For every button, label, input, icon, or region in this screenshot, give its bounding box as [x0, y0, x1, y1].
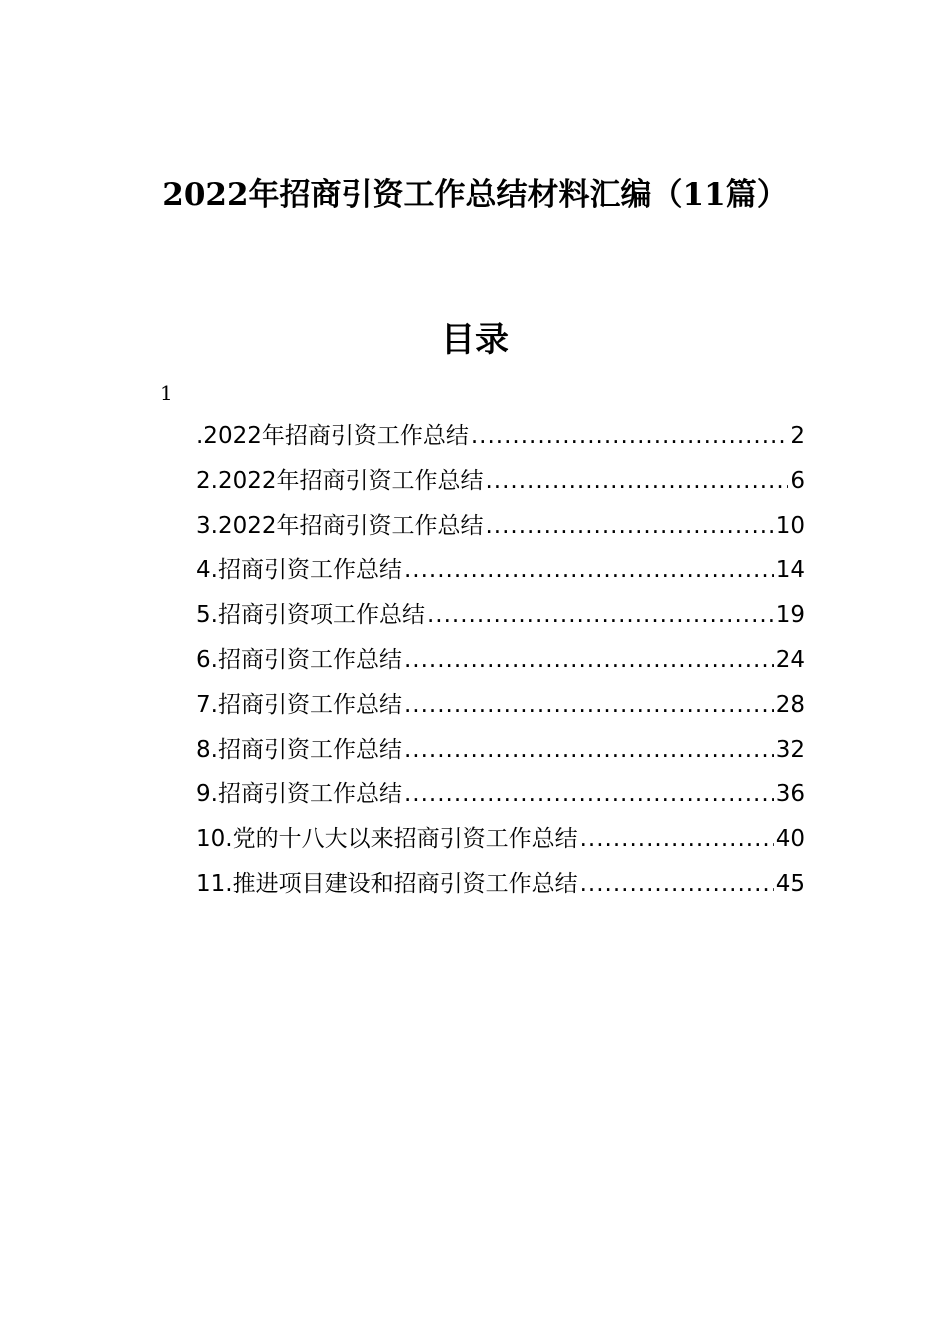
toc-entry-4[interactable] — [196, 548, 805, 593]
toc-entry-label: .2022年招商引资工作总结 — [196, 423, 469, 449]
toc-entry-page: 19 — [775, 602, 805, 629]
toc-entry-label: 8.招商引资工作总结 — [196, 736, 402, 763]
toc-entry-2[interactable] — [196, 459, 805, 504]
toc-entry-6[interactable] — [196, 638, 805, 683]
toc-entry-page: 14 — [775, 557, 805, 584]
toc-entry-label: 11.推进项目建设和招商引资工作总结 — [196, 870, 578, 897]
toc-leader-dots — [427, 593, 774, 638]
toc-entry-page: 10 — [775, 512, 805, 539]
toc-leader-dots — [485, 504, 773, 549]
toc-leader-dots — [580, 817, 774, 862]
toc-entry-page: 6 — [790, 467, 805, 494]
toc-entry-label: 4.招商引资工作总结 — [196, 557, 402, 584]
toc-entry-label: 3.2022年招商引资工作总结 — [196, 512, 484, 539]
toc-entry-9[interactable] — [196, 772, 805, 817]
toc-entry-label: 2.2022年招商引资工作总结 — [196, 467, 484, 494]
toc-entry-label: 10.党的十八大以来招商引资工作总结 — [196, 826, 578, 853]
document-title: 2022年招商引资工作总结材料汇编（11篇） — [162, 177, 788, 213]
toc-entry-11[interactable] — [196, 862, 805, 907]
toc-entry-page: 28 — [775, 691, 805, 718]
toc-entry-page: 2 — [790, 423, 805, 449]
toc-entry-page: 32 — [775, 736, 805, 763]
toc-entry-10[interactable] — [196, 817, 805, 862]
toc-entry-7[interactable] — [196, 683, 805, 728]
toc-entry-label: 7.招商引资工作总结 — [196, 691, 402, 718]
toc-entry-5[interactable] — [196, 593, 805, 638]
toc-leader-dots — [471, 414, 789, 459]
toc-entry-1[interactable] — [196, 414, 805, 459]
toc-entry-page: 24 — [775, 646, 805, 673]
toc-entry-label: 6.招商引资工作总结 — [196, 646, 402, 673]
toc-leader-dots — [404, 683, 774, 728]
toc-heading: 目录 — [441, 320, 509, 360]
toc-leader-dots — [485, 459, 788, 504]
toc-entry-page: 40 — [775, 826, 805, 853]
toc-entry-3[interactable] — [196, 504, 805, 549]
toc-leader-dots — [404, 772, 774, 817]
toc-entry-label: 5.招商引资项工作总结 — [196, 602, 425, 629]
toc-leader-dots — [404, 728, 774, 773]
toc-entry-page: 45 — [775, 870, 805, 897]
toc-leader-dots — [404, 548, 774, 593]
table-of-contents — [196, 414, 805, 907]
toc-stray-number: 1 — [160, 381, 173, 405]
toc-entry-8[interactable] — [196, 728, 805, 773]
toc-entry-label: 9.招商引资工作总结 — [196, 781, 402, 808]
toc-leader-dots — [580, 862, 774, 907]
toc-entry-page: 36 — [775, 781, 805, 808]
toc-leader-dots — [404, 638, 774, 683]
